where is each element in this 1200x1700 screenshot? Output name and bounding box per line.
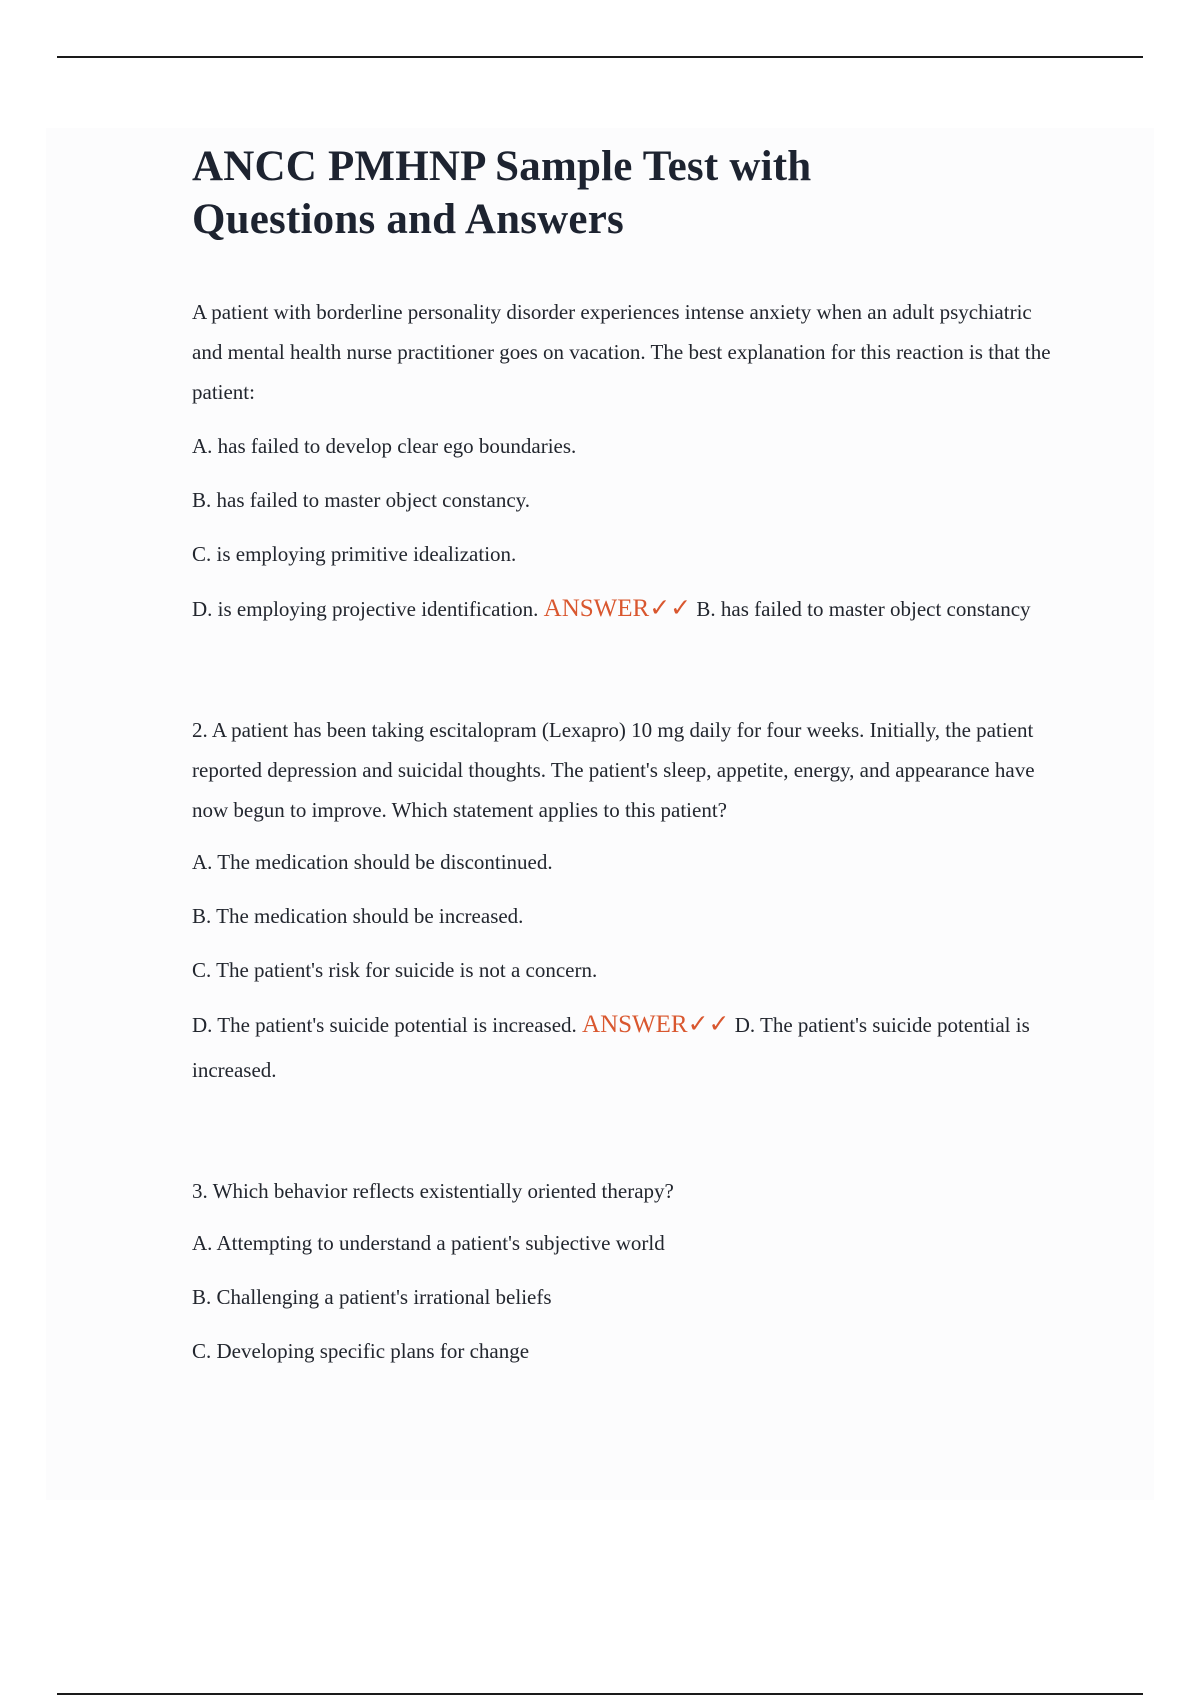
option-a: A. Attempting to understand a patient's subjective world xyxy=(192,1231,665,1255)
answer-label: ANSWER✓✓ xyxy=(543,595,692,622)
option-a: A. has failed to develop clear ego boundaries. xyxy=(192,434,577,458)
title-line-2: Questions and Answers xyxy=(192,196,624,243)
top-rule xyxy=(57,56,1143,58)
document-title xyxy=(192,140,1052,246)
option-b: B. Challenging a patient's irrational beliefs xyxy=(192,1285,552,1309)
answer-label: ANSWER✓✓ xyxy=(582,1011,730,1038)
option-c: C. The patient's risk for suicide is not a concern. xyxy=(192,958,598,982)
option-d: D. The patient's suicide potential is increased. xyxy=(192,1013,577,1037)
question-stem: 3. Which behavior reflects existentially oriented therapy? xyxy=(192,1179,674,1203)
answer-text: B. has failed to master object constancy xyxy=(696,597,1031,621)
document-content xyxy=(192,140,1052,1371)
question-2 xyxy=(192,710,1052,1093)
option-c: C. Developing specific plans for change xyxy=(192,1339,530,1363)
question-stem: 2. A patient has been taking escitalopram (Lexapro) 10 mg daily for four weeks. Initially, the patient reported depression and suicidal thoughts. The patient's sleep, appetite, energy, and appearance have now begun to improve. Which statement applies to this patient? xyxy=(192,718,1035,822)
question-stem: A patient with borderline personality disorder experiences intense anxiety when an adult psychiatric and mental health nurse practitioner goes on vacation. The best explanation for this reaction is that the patient: xyxy=(192,300,1051,404)
question-3 xyxy=(192,1171,1052,1371)
bottom-rule xyxy=(57,1693,1143,1695)
option-a: A. The medication should be discontinued. xyxy=(192,850,553,874)
option-c: C. is employing primitive idealization. xyxy=(192,542,517,566)
question-1 xyxy=(192,292,1052,632)
option-d-with-answer xyxy=(192,1002,1052,1093)
option-b: B. The medication should be increased. xyxy=(192,904,524,928)
answer-text: D. The patient's suicide potential is increased. xyxy=(192,1013,1030,1082)
option-d-with-answer xyxy=(192,586,1052,632)
option-b: B. has failed to master object constancy. xyxy=(192,488,531,512)
title-line-1: ANCC PMHNP Sample Test with xyxy=(192,143,812,190)
option-d: D. is employing projective identification. xyxy=(192,597,539,621)
